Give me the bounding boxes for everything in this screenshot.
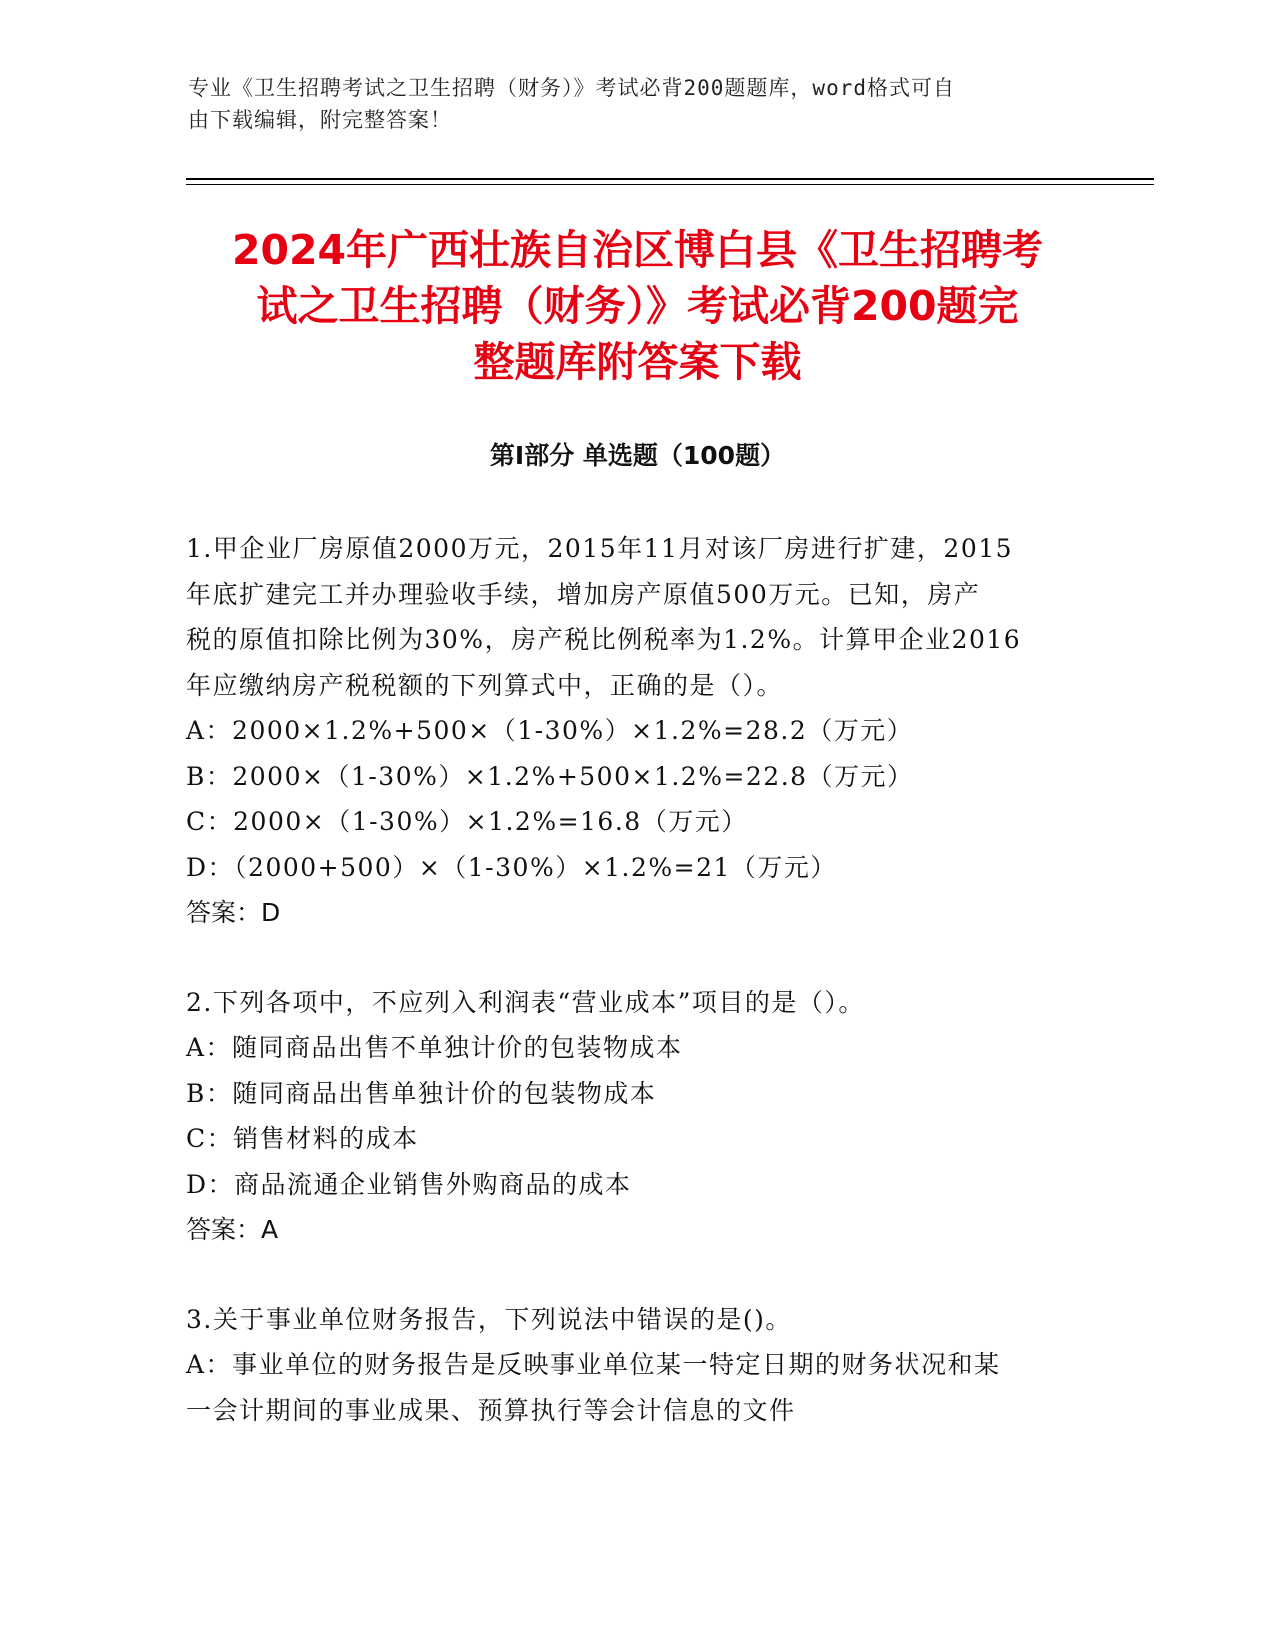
header-note-line: 专业《卫生招聘考试之卫生招聘（财务）》考试必背200题题库，word格式可自 bbox=[188, 76, 955, 100]
question-list bbox=[186, 526, 1066, 1477]
document-title bbox=[160, 222, 1115, 390]
option-a: A：事业单位的财务报告是反映事业单位某一特定日期的财务状况和某 bbox=[186, 1350, 1001, 1379]
document-title-line: 整题库附答案下载 bbox=[473, 338, 802, 386]
question-stem: 年底扩建完工并办理验收手续，增加房产原值500万元。已知，房产 bbox=[186, 579, 981, 609]
header-note bbox=[188, 72, 1088, 136]
question-stem: 年应缴纳房产税税额的下列算式中，正确的是（）。 bbox=[186, 670, 784, 700]
section-heading: 第Ⅰ部分 单选题（100题） bbox=[489, 441, 786, 470]
option-b: B：随同商品出售单独计价的包装物成本 bbox=[186, 1078, 657, 1108]
question-stem: 税的原值扣除比例为30%，房产税比例税率为1.2%。计算甲企业2016 bbox=[186, 625, 1022, 654]
document-title-line: 2024年广西壮族自治区博白县《卫生招聘考 bbox=[231, 226, 1044, 274]
option-a: A：2000×1.2%+500×（1-30%）×1.2%=28.2（万元） bbox=[186, 716, 914, 745]
question-item bbox=[186, 1297, 1066, 1434]
question-stem: 3.关于事业单位财务报告，下列说法中错误的是()。 bbox=[186, 1304, 792, 1334]
document-title-line: 试之卫生招聘（财务）》考试必背200题完 bbox=[256, 282, 1019, 330]
header-note-line: 由下载编辑，附完整答案！ bbox=[188, 108, 452, 132]
option-a: A：随同商品出售不单独计价的包装物成本 bbox=[186, 1033, 683, 1062]
option-d: D：商品流通企业销售外购商品的成本 bbox=[186, 1169, 632, 1199]
option-d: D：（2000+500）×（1-30%）×1.2%=21（万元） bbox=[186, 852, 837, 882]
question-stem: 1.甲企业厂房原值2000万元，2015年11月对该厂房进行扩建，2015 bbox=[186, 534, 1014, 563]
header-divider-thin bbox=[186, 184, 1154, 185]
option-b: B：2000×（1-30%）×1.2%+500×1.2%=22.8（万元） bbox=[186, 761, 914, 791]
question-stem: 2.下列各项中，不应列入利润表“营业成本”项目的是（）。 bbox=[186, 987, 865, 1017]
option-c: C：2000×（1-30%）×1.2%=16.8（万元） bbox=[186, 807, 748, 836]
question-item bbox=[186, 526, 1066, 936]
answer-line: 答案：D bbox=[186, 898, 281, 927]
header-divider bbox=[186, 178, 1154, 180]
answer-line: 答案：A bbox=[186, 1215, 279, 1244]
option-c: C：销售材料的成本 bbox=[186, 1124, 419, 1153]
option-a-continued: 一会计期间的事业成果、预算执行等会计信息的文件 bbox=[186, 1395, 796, 1425]
question-item bbox=[186, 980, 1066, 1253]
